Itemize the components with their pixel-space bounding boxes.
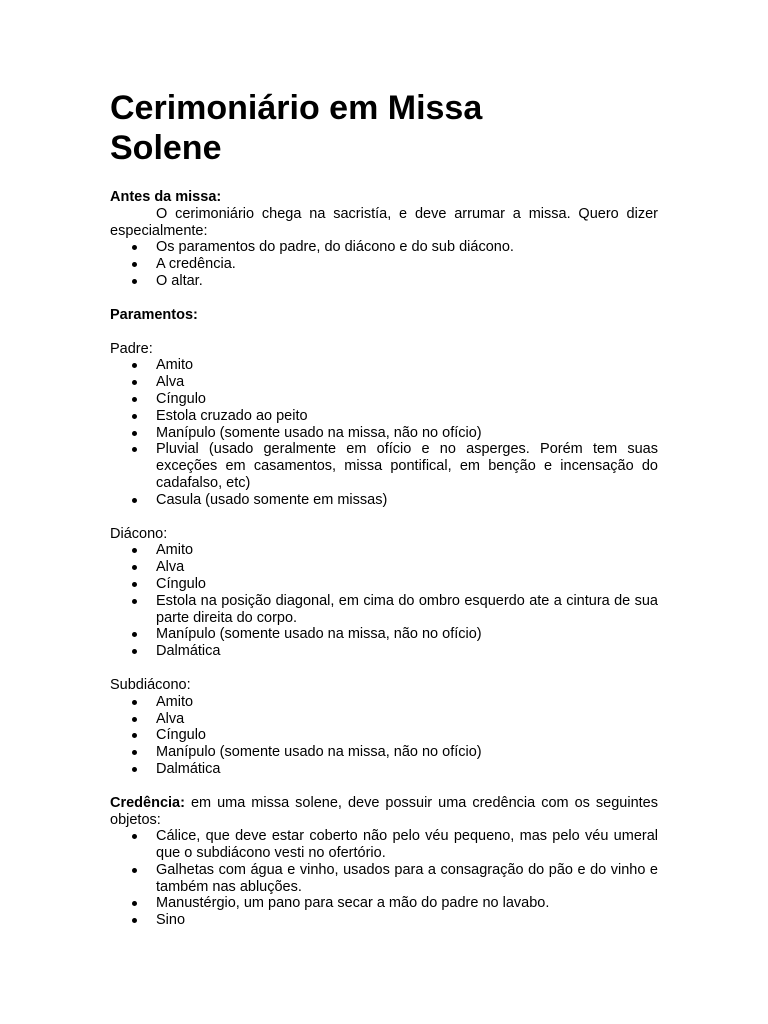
list-item: Cálice, que deve estar coberto não pelo véu pequeno, mas pelo véu umeral que o subdiácono vesti no ofertório. [110, 828, 658, 862]
list-item: A credência. [110, 256, 658, 273]
list-item: Amito [110, 694, 658, 711]
list-item: Manustérgio, um pano para secar a mão do padre no lavabo. [110, 895, 658, 912]
diacono-label: Diácono: [110, 525, 168, 542]
credencia-text: em uma missa solene, deve possuir uma credência com os seguintes objetos: [110, 794, 658, 828]
padre-list [110, 357, 658, 508]
list-item: Cíngulo [110, 727, 658, 744]
antes-heading: Antes da missa: [110, 189, 222, 205]
document-title: Cerimoniário em Missa Solene [110, 89, 483, 167]
list-item: Estola na posição diagonal, em cima do ombro esquerdo ate a cintura de sua parte direita do corpo. [110, 593, 658, 627]
antes-paragraph: O cerimoniário chega na sacristía, e deve arrumar a missa. Quero dizer especialmente: [110, 205, 658, 239]
antes-list [110, 239, 658, 289]
padre-label: Padre: [110, 340, 153, 357]
subdiacono-list [110, 694, 658, 778]
list-item: Alva [110, 374, 658, 391]
list-item: Pluvial (usado geralmente em ofício e no asperges. Porém tem suas exceções em casamentos, missa pontifical, em benção e incensação do cadafalso, etc) [110, 441, 658, 491]
list-item: Dalmática [110, 643, 658, 660]
list-item: Cíngulo [110, 576, 658, 593]
list-item: Alva [110, 711, 658, 728]
list-item: Casula (usado somente em missas) [110, 492, 658, 509]
list-item: Manípulo (somente usado na missa, não no ofício) [110, 744, 658, 761]
list-item: Galhetas com água e vinho, usados para a consagração do pão e do vinho e também nas abluções. [110, 862, 658, 896]
list-item: Dalmática [110, 761, 658, 778]
list-item: Estola cruzado ao peito [110, 408, 658, 425]
diacono-list [110, 542, 658, 660]
list-item: Manípulo (somente usado na missa, não no ofício) [110, 425, 658, 442]
list-item: Cíngulo [110, 391, 658, 408]
subdiacono-label: Subdiácono: [110, 676, 191, 693]
credencia-list [110, 828, 658, 929]
credencia-heading: Credência: [110, 794, 185, 811]
list-item: Alva [110, 559, 658, 576]
list-item: Amito [110, 542, 658, 559]
list-item: Amito [110, 357, 658, 374]
list-item: Sino [110, 912, 658, 929]
list-item: O altar. [110, 273, 658, 290]
credencia-paragraph [110, 795, 658, 829]
paramentos-heading: Paramentos: [110, 306, 198, 323]
list-item: Os paramentos do padre, do diácono e do sub diácono. [110, 239, 658, 256]
list-item: Manípulo (somente usado na missa, não no ofício) [110, 626, 658, 643]
document-body [110, 88, 658, 929]
